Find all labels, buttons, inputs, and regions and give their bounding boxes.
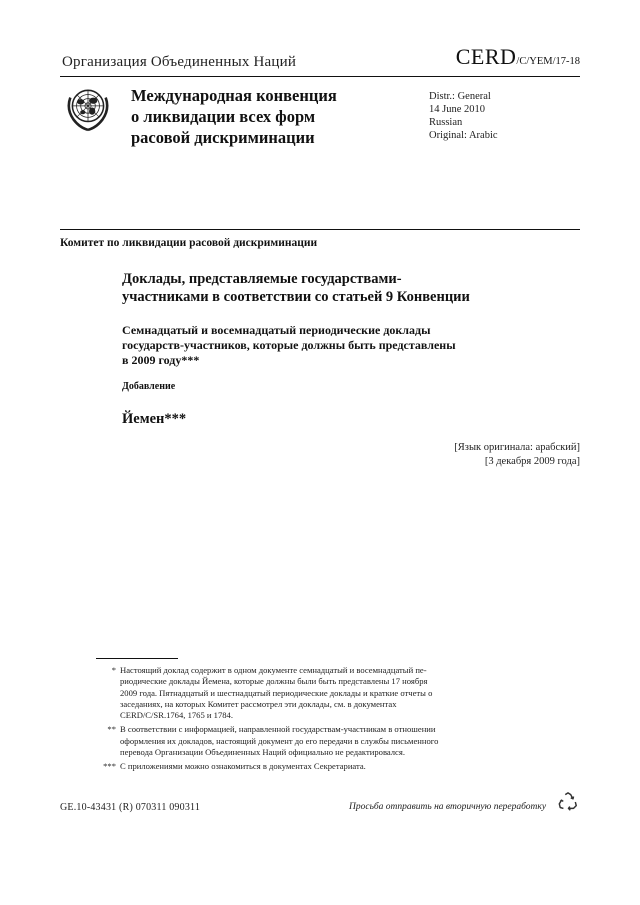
footnote-rule	[96, 658, 178, 659]
document-symbol-main: CERD	[455, 44, 517, 69]
footnote-line: В соответствии с информацией, направленной государствам-участникам в отношении	[120, 724, 436, 735]
distribution-line: Distr.: General	[429, 91, 491, 102]
document-symbol	[456, 44, 580, 70]
document-number: GE.10-43431 (R) 070311 090311	[60, 802, 201, 813]
header-rule	[60, 76, 580, 77]
footnote-line: CERD/C/SR.1764, 1765 и 1784.	[120, 710, 233, 721]
footnote-line: оформления их докладов, настоящий документ до его передачи в службы письменного	[120, 735, 439, 746]
organization-name: Организация Объединенных Наций	[62, 54, 297, 70]
recycle-icon	[557, 791, 579, 813]
footnote-mark: ***	[103, 761, 116, 772]
distribution-original: Original: Arabic	[429, 130, 498, 141]
footnote-line: 2009 года. Пятнадцатый и шестнадцатый периодические доклады и краткие отчеты о	[120, 687, 433, 698]
report-subtitle-line: государств-участников, которые должны быть представлены	[122, 338, 456, 352]
language-note	[454, 441, 580, 468]
addendum-label: Добавление	[122, 381, 176, 392]
committee-name: Комитет по ликвидации расовой дискриминации	[60, 237, 318, 249]
footnote-line: Настоящий доклад содержит в одном документе семнадцатый и восемнадцатый пе-	[120, 665, 427, 675]
footnote-2	[96, 724, 521, 758]
footnotes	[96, 665, 521, 773]
footnote-mark: **	[107, 724, 116, 735]
footnote-line: заседаниях, на которых Комитет рассмотрел эти доклады, см. в документах	[120, 698, 397, 709]
report-title-line: участниками в соответствии со статьей 9 Конвенции	[122, 289, 470, 305]
report-date: [3 декабря 2009 года]	[484, 455, 580, 467]
footnote-1	[96, 665, 521, 721]
footnote-mark: *	[111, 665, 116, 675]
distribution-block	[429, 90, 498, 142]
report-subtitle-line: в 2009 году***	[122, 353, 200, 367]
convention-title-line: Международная конвенция	[131, 86, 337, 105]
report-title-line: Доклады, представляемые государствами-	[122, 271, 402, 287]
country-name: Йемен***	[122, 411, 187, 427]
convention-title-line: о ликвидации всех форм	[131, 107, 316, 126]
footnote-line: перевода Организации Объединенных Наций официально не редактировался.	[120, 747, 405, 758]
original-language: [Язык оригинала: арабский]	[454, 442, 580, 453]
distribution-language: Russian	[429, 117, 463, 128]
footnote-line: С приложениями можно ознакомиться в документах Секретариата.	[120, 761, 366, 772]
convention-title	[131, 85, 337, 148]
report-subtitle-line: Семнадцатый и восемнадцатый периодические доклады	[122, 323, 431, 337]
report-title	[122, 270, 470, 306]
document-symbol-rest: /C/YEM/17-18	[516, 56, 580, 67]
footnote-line: риодические доклады Йемена, которые должны были быть представлены 17 ноября	[120, 676, 428, 687]
convention-title-line: расовой дискриминации	[131, 128, 315, 147]
un-emblem-icon	[62, 82, 114, 134]
footnote-3	[96, 761, 521, 772]
recycle-note: Просьба отправить на вторичную переработку	[349, 802, 547, 812]
report-subtitle	[122, 323, 456, 368]
distribution-date: 14 June 2010	[429, 104, 485, 115]
section-rule	[60, 229, 580, 230]
